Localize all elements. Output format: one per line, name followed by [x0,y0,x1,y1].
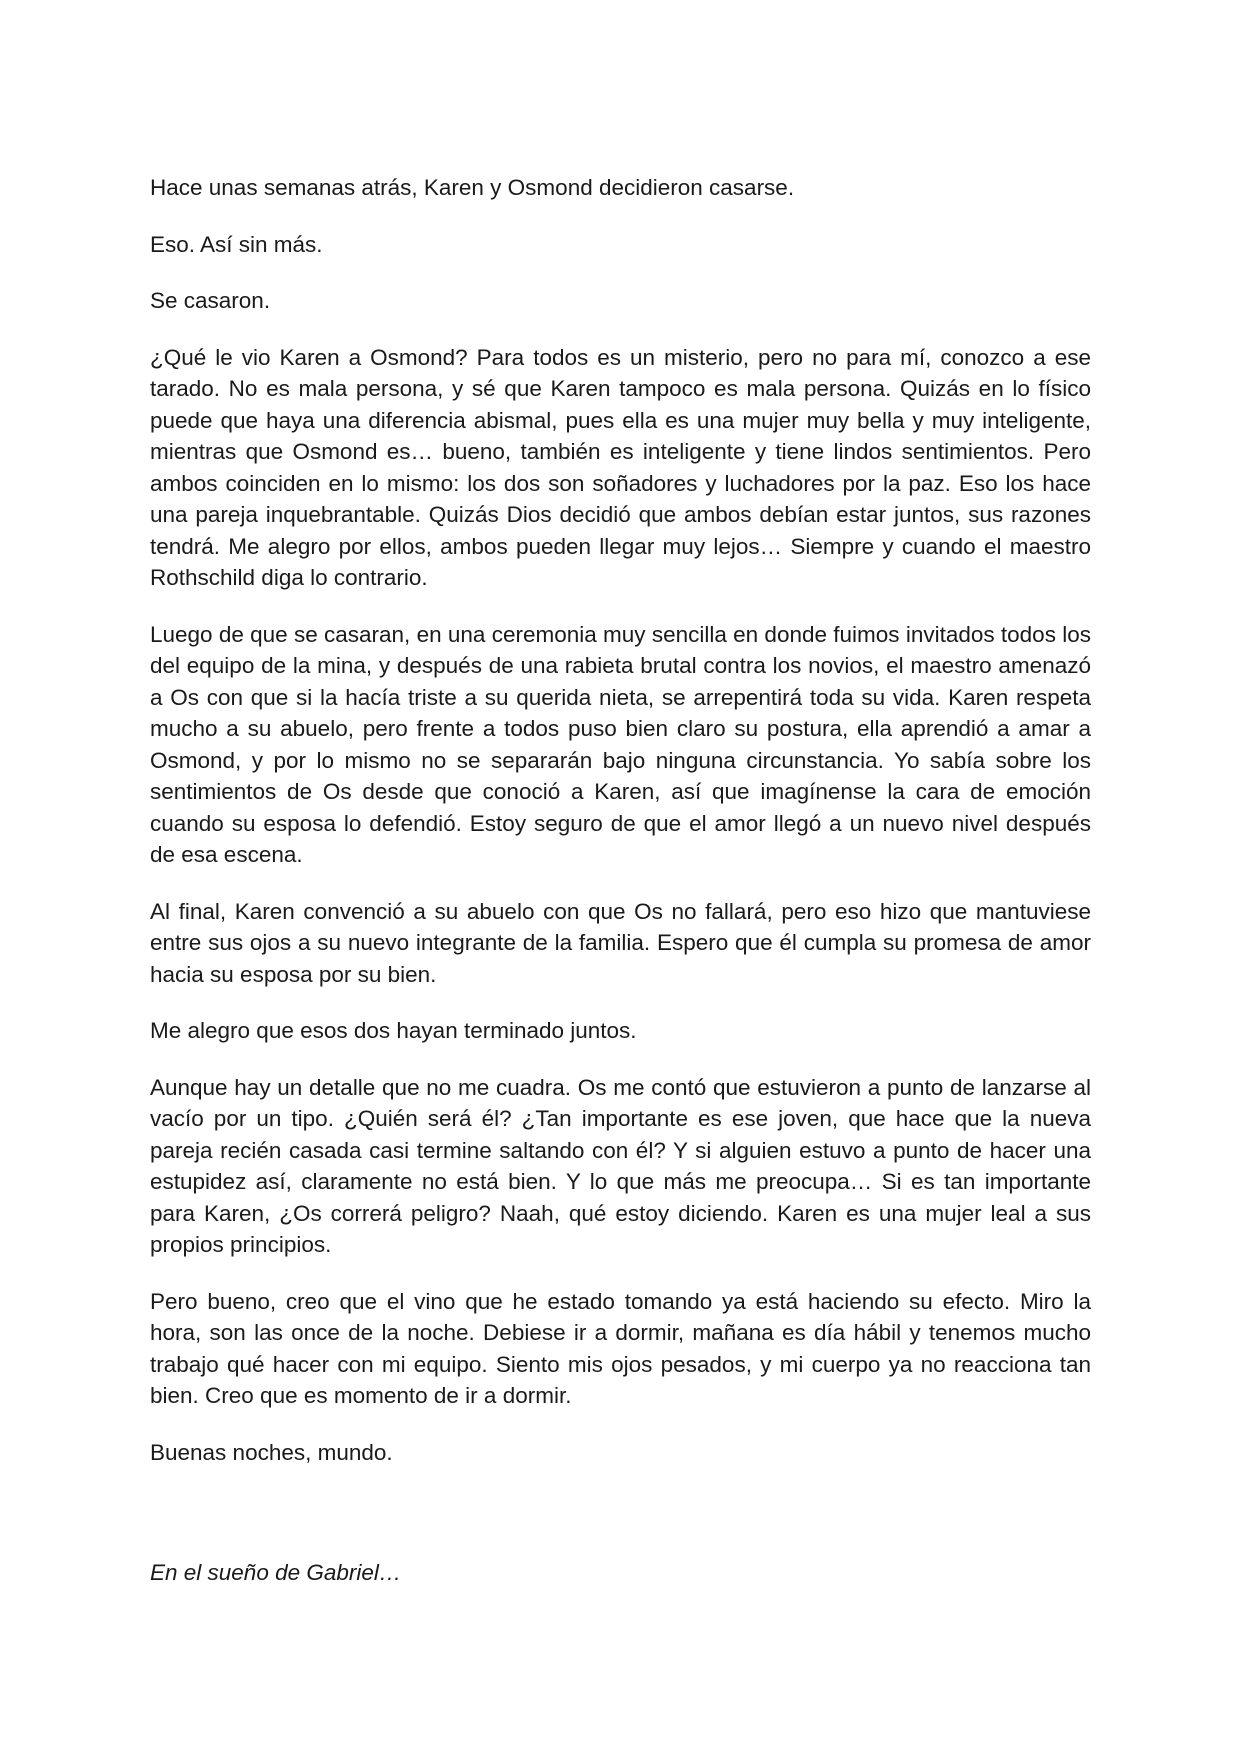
paragraph-detalle: Aunque hay un detalle que no me cuadra. Os me contó que estuvieron a punto de lanzarse al vacío por un tipo. ¿Quién será él? ¿Tan importante es ese joven, que hace que la nueva pareja recién casada casi termine saltando con él? Y si alguien estuvo a punto de hacer una estupidez así, claramente no está bien. Y lo que más me preocupa… Si es tan importante para Karen, ¿Os correrá peligro? Naah, qué estoy diciendo. Karen es una mujer leal a sus propios principios. [150,1074,1091,1257]
paragraph-buenas-noches: Buenas noches, mundo. [150,1439,393,1465]
paragraph-ceremonia: Luego de que se casaran, en una ceremonia muy sencilla en donde fuimos invitados todos los del equipo de la mina, y después de una rabieta brutal contra los novios, el maestro amenazó a Os con que si la hacía triste a su querida nieta, se arrepentirá toda su vida. Karen respeta mucho a su abuelo, pero frente a todos puso bien claro su postura, ella aprendió a amar a Osmond, y por lo mismo no se separarán bajo ninguna circunstancia. Yo sabía sobre los sentimientos de Os desde que conoció a Karen, así que imagínense la cara de emoción cuando su esposa lo defendió. Estoy seguro de que el amor llegó a un nuevo nivel después de esa escena. [150,621,1091,867]
paragraph-me-alegro: Me alegro que esos dos hayan terminado juntos. [150,1018,637,1043]
paragraph-que-le-vio: ¿Qué le vio Karen a Osmond? Para todos es un misterio, pero no para mí, conozco a ese tarado. No es mala persona, y sé que Karen tampoco es mala persona. Quizás en lo físico puede que haya una diferencia abismal, pues ella es una mujer muy bella y muy inteligente, mientras que Osmond es… bueno, también es inteligente y tiene lindos sentimientos. Pero ambos coinciden en lo mismo: los dos son soñadores y luchadores por la paz. Eso los hace una pareja inquebrantable. Quizás Dios decidió que ambos debían estar juntos, sus razones tendrá. Me alegro por ellos, ambos pueden llegar muy lejos… Siempre y cuando el maestro Rothschild diga lo contrario. [150,344,1091,590]
paragraph-se-casaron: Se casaron. [150,288,271,313]
paragraph-opening: Hace unas semanas atrás, Karen y Osmond decidieron casarse. [150,175,795,200]
document-page [150,172,1091,1614]
section-spacer [150,1493,1091,1557]
paragraph-eso: Eso. Así sin más. [150,231,323,257]
paragraph-vino: Pero bueno, creo que el vino que he estado tomando ya está haciendo su efecto. Miro la hora, son las once de la noche. Debiese ir a dormir, mañana es día hábil y tenemos mucho trabajo qué hacer con mi equipo. Siento mis ojos pesados, y mi cuerpo ya no reacciona tan bien. Creo que es momento de ir a dormir. [150,1288,1091,1408]
closing-italic-line: En el sueño de Gabriel… [150,1560,402,1585]
paragraph-al-final: Al final, Karen convenció a su abuelo con que Os no fallará, pero eso hizo que mantuviese entre sus ojos a su nuevo integrante de la familia. Espero que él cumpla su promesa de amor hacia su esposa por su bien. [150,898,1091,987]
